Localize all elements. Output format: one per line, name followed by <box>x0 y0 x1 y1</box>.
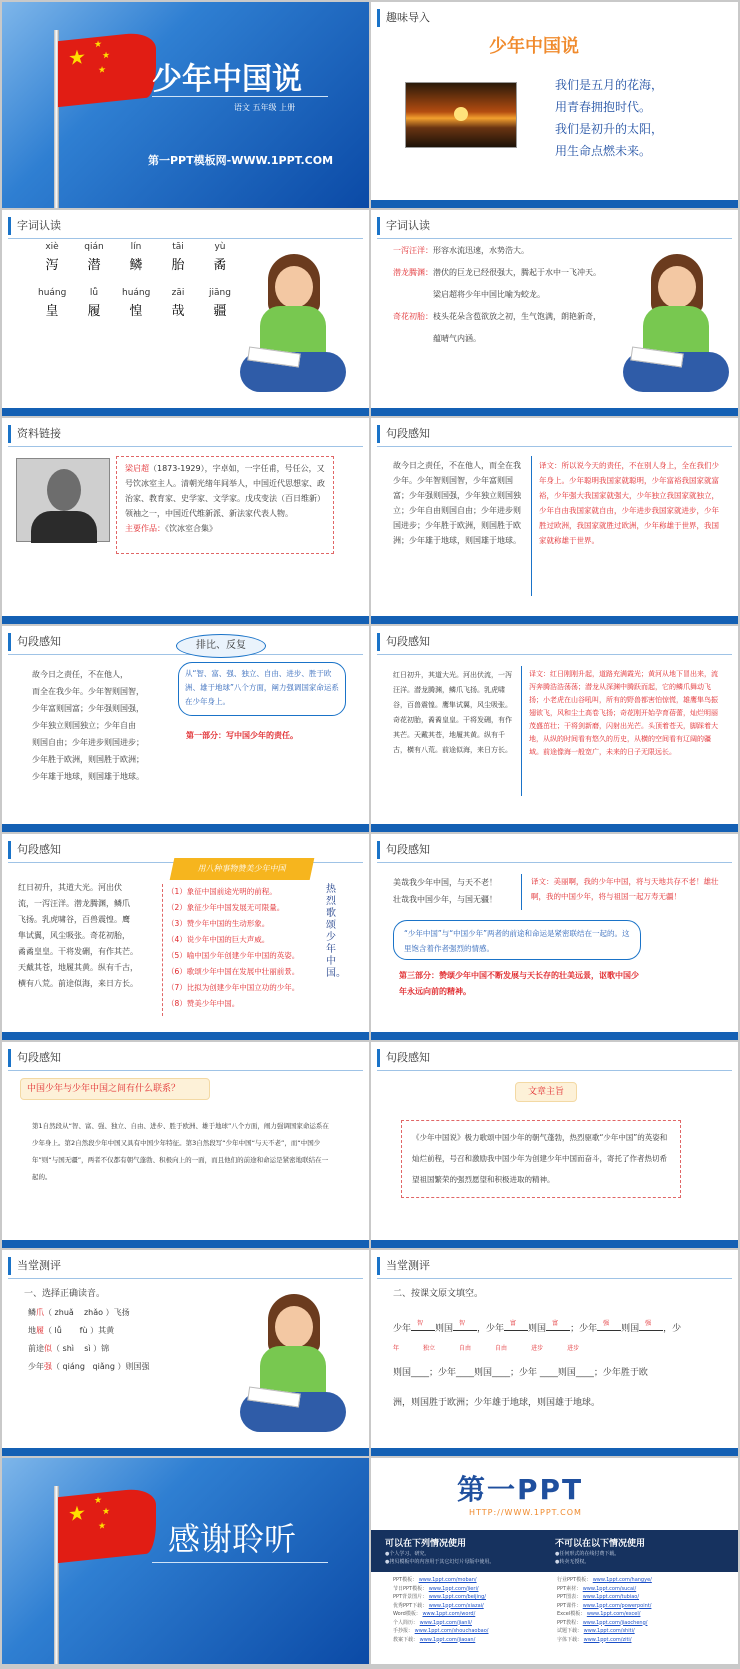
can-item: ●个人学习、研究。 <box>385 1551 430 1557</box>
thanks-text: 感谢聆听 <box>168 1520 297 1558</box>
term: 一泻汪洋： <box>393 246 433 255</box>
slide-passage-4[interactable] <box>2 834 369 1040</box>
passage-line: 少年胜于欧洲，则国胜于欧洲； <box>32 755 144 764</box>
slide-vocab-2[interactable] <box>371 210 738 416</box>
author-portrait <box>16 458 110 542</box>
analysis-note: “少年中国”与“中国少年”两者的前途和命运是紧密联结在一起的。这里饱含着作者强烈的情感。 <box>393 920 641 960</box>
slide-tag: 句段感知 <box>8 841 61 859</box>
banner-label: 用八种事物赞美少年中国 <box>170 858 315 880</box>
flag-image: ★ ★ ★ ★ <box>58 31 156 107</box>
link[interactable]: www.1ppt.com/jiaoan/ <box>419 1636 476 1643</box>
link[interactable]: www.1ppt.com/word/ <box>422 1611 476 1617</box>
part-summary: 第一部分：写中国少年的责任。 <box>186 731 298 740</box>
target-char: 似 <box>44 1344 52 1353</box>
passage-line: 飞扬。乳虎啸谷，百兽震惶。鹰 <box>18 915 130 924</box>
list-item: （6）歌颂少年中国在发展中壮丽前景。 <box>167 967 300 976</box>
answer: 进步 <box>567 1345 580 1352</box>
pinyin-option[interactable]: qiǎng <box>92 1362 115 1371</box>
link-label: 个人简历： <box>393 1619 419 1626</box>
works-value: 《饮冰室合集》 <box>165 524 217 533</box>
slide-intro[interactable] <box>371 2 738 208</box>
can-item: ●拷贝模板中的内容用于其它幻灯片母版中使用。 <box>385 1559 495 1565</box>
poem-title: 少年中国说 <box>489 36 579 57</box>
pinyin: qián <box>84 242 104 252</box>
slide-test-2[interactable] <box>371 1250 738 1456</box>
link[interactable]: www.1ppt.com/shouchaobao/ <box>414 1628 489 1634</box>
slide-tag: 句段感知 <box>377 425 430 443</box>
answer: 强 <box>645 1320 652 1327</box>
definition: 梁启超将少年中国比喻为蛟龙。 <box>433 290 545 299</box>
hanzi: 惶 <box>129 304 143 319</box>
translation-text: 译文：美丽啊，我的少年中国，将与天地共存不老！雄壮啊，我的中国少年，将与祖国一起万寿无疆！ <box>531 877 719 901</box>
fill-text: ；少年 <box>570 1324 598 1334</box>
pinyin: lǚ <box>89 288 99 298</box>
slide-theme[interactable] <box>371 1042 738 1248</box>
target-char: 履 <box>36 1326 44 1335</box>
link-label: 字体下载： <box>557 1636 583 1643</box>
passage-line: 横有八荒。前途似海，来日方长。 <box>18 979 138 988</box>
slide-tag: 句段感知 <box>377 633 430 651</box>
pinyin-option[interactable]: qiáng <box>62 1362 85 1371</box>
cannot-item: ●任何形式的在线付费下载。 <box>555 1551 620 1557</box>
slide-question[interactable] <box>2 1042 369 1248</box>
reading-girl-image <box>238 254 348 404</box>
link[interactable]: www.1ppt.com/jianli/ <box>419 1619 472 1626</box>
answer: 富 <box>510 1320 517 1327</box>
slide-passage-3[interactable] <box>371 626 738 832</box>
link-label: 行业PPT模板： <box>557 1577 592 1583</box>
word: 则国强 <box>125 1362 150 1371</box>
link-label: Excel模板： <box>557 1611 586 1617</box>
link[interactable]: www.1ppt.com/xiazai/ <box>428 1602 484 1609</box>
slide-vocab-1[interactable] <box>2 210 369 416</box>
answer: 自由 <box>459 1345 472 1352</box>
slide-tag: 句段感知 <box>8 1049 61 1067</box>
word: 前途 <box>28 1344 44 1353</box>
slide-tag: 字词认读 <box>8 217 61 235</box>
slide-title-text: 少年中国说 <box>152 62 302 97</box>
test-question: 二、按课文原文填空。 <box>393 1289 484 1299</box>
answer: 独立 <box>423 1345 436 1352</box>
slide-tag: 资料链接 <box>8 425 61 443</box>
grade-info: 语文 五年级 上册 <box>234 103 296 112</box>
hanzi: 矞 <box>213 258 227 273</box>
pinyin-option[interactable]: fù <box>79 1326 88 1335</box>
slide-tag: 句段感知 <box>8 633 61 651</box>
passage-line: 少年雄于地球，则国雄于地球。 <box>32 772 144 781</box>
passage-line: 壮哉我中国少年，与国无疆！ <box>393 895 497 904</box>
link-label: PPT素材： <box>557 1585 582 1592</box>
translation-text: 译文：所以说今天的责任，不在别人身上，全在我们少年身上。少年聪明我国家就聪明，少年富裕我国家就富裕，少年强大我国家就强大，少年独立我国家就独立，少年自由我国家就自由，少年进步我国家就进步，少年胜过欧洲，我国家就胜过欧洲，少年称雄于世界，我国家就称雄于世界。 <box>539 461 719 545</box>
answer-text: 第1自然段从“智、富、强、独立、自由、进步、胜于欧洲、雄于地球”八个方面，阐力强调国家命运系在少年身上。第2自然段少年中国又具有中国少年特征。第3自然段写“少年中国“与天不老”，而“中国少年”则“与国无疆”，两者不仅都有朝气蓬勃、积极向上的一面，而且他们的前途和命运是紧密地联结在一起的。 <box>32 1122 329 1181</box>
link-label: PPT背景图片： <box>393 1594 428 1600</box>
link[interactable]: www.1ppt.com/shiti/ <box>583 1628 635 1634</box>
link[interactable]: www.1ppt.com/moban/ <box>418 1577 477 1583</box>
answer: 进步 <box>531 1345 544 1352</box>
can-use-title: 可以在下列情况使用 <box>385 1539 467 1549</box>
slide-copyright[interactable] <box>371 1458 738 1664</box>
pinyin: xiè <box>45 242 59 252</box>
list-item: （7）比拟为创建少年中国立功的少年。 <box>167 983 300 992</box>
theme-label: 文章主旨 <box>515 1082 577 1102</box>
definition: 枝头花朵含苞欲放之初，生气饱满，朗艳新奇， <box>433 312 601 321</box>
pinyin: yù <box>214 242 226 252</box>
hanzi: 哉 <box>171 304 185 319</box>
answer: 富 <box>552 1320 559 1327</box>
link[interactable]: www.1ppt.com/hangye/ <box>592 1577 652 1583</box>
term: 潜龙腾渊： <box>393 268 433 277</box>
target-char: 强 <box>44 1362 52 1371</box>
author-bio: （1873-1929），字卓如，一字任甫，号任公，又号饮冰室主人。清朝光绪年间举人，中国近代思想家、政治家、教育家、史学家、文学家。戊戌变法（百日维新）领袖之一，中国近代维新派、新法家代表人物。 <box>125 464 325 518</box>
slide-tag: 句段感知 <box>377 841 430 859</box>
word: 鳞 <box>28 1308 36 1317</box>
hanzi: 潜 <box>87 258 101 273</box>
translation-text: 译文：红日刚刚升起，道路充满霞光；黄河从地下冒出来，流泻奔腾浩浩荡荡；潜龙从深渊中腾跃而起，它的鳞爪舞动飞扬；小老虎在山谷吼叫，所有的野兽都害怕惊慌，雄鹰隼鸟振翅欲飞，风和尘土高卷飞扬；奇花刚开始孕育蓓蕾，灿烂明丽茂盛茁壮；干将剑新磨，闪射出光芒。头顶着苍天，脚踩着大地，从纵的时间看有悠久的历史，从横的空间看有辽阔的疆域。前途像海一般宽广，未来的日子无限远长。 <box>529 670 718 756</box>
fill-text: 则国____；少年____则国____；少年 ____则国____；少年胜于欧 <box>393 1368 648 1378</box>
link-label: 节日PPT模板： <box>393 1585 428 1592</box>
passage-line: 少年独立则国独立；少年自由 <box>32 721 136 730</box>
link-label: PPT图表： <box>557 1594 582 1600</box>
cannot-use-title: 不可以在以下情况使用 <box>555 1539 646 1549</box>
word: 锦 <box>101 1344 110 1353</box>
link[interactable]: www.1ppt.com/sucai/ <box>582 1585 637 1592</box>
fill-text: 洲，则国胜于欧洲；少年雄于地球，则国雄于地球。 <box>393 1398 601 1408</box>
slide-tag: 趣味导入 <box>377 9 430 27</box>
list-item: （3）赞少年中国的生动形象。 <box>167 919 270 928</box>
slide-tag: 当堂测评 <box>8 1257 61 1275</box>
fill-text: 则国 <box>435 1324 454 1334</box>
slide-passage-2[interactable] <box>2 626 369 832</box>
brand-url[interactable]: HTTP://WWW.1PPT.COM <box>469 1508 582 1517</box>
hanzi: 履 <box>87 304 101 319</box>
slide-tag: 句段感知 <box>377 1049 430 1067</box>
link-label: 手抄报： <box>393 1628 414 1634</box>
pinyin: jiāng <box>209 288 231 298</box>
link-label: 试题下载： <box>557 1628 583 1634</box>
term: 奇花初胎： <box>393 312 433 321</box>
hanzi: 皇 <box>45 304 59 319</box>
vertical-summary: 热烈歌颂少年中国。 <box>326 884 346 979</box>
question-label: 中国少年与少年中国之间有什么联系？ <box>20 1078 210 1100</box>
passage-line: 而全在我少年。少年智则国智， <box>32 687 144 696</box>
fill-text: ，少 <box>663 1324 682 1334</box>
link[interactable]: www.1ppt.com/beijing/ <box>428 1594 486 1600</box>
link-label: PPT课件： <box>557 1602 582 1609</box>
fill-text: 则国 <box>528 1324 547 1334</box>
answer: 强 <box>603 1320 610 1327</box>
pinyin: huáng <box>122 288 151 298</box>
hanzi: 胎 <box>171 258 185 273</box>
answer: 智 <box>459 1320 466 1327</box>
poem-line: 我们是五月的花海， <box>555 78 664 92</box>
link[interactable]: www.1ppt.com/jiaocheng/ <box>582 1619 648 1626</box>
definition: 潜伏的巨龙已经很强大，腾起于水中一飞冲天。 <box>433 268 601 277</box>
poem-line: 用生命点燃未来。 <box>555 144 652 158</box>
passage-line: 少年富则国富；少年强则国强， <box>32 704 144 713</box>
pinyin-option[interactable]: lǚ <box>54 1326 62 1335</box>
slide-author[interactable] <box>2 418 369 624</box>
brand-logo: 第一PPT <box>457 1473 584 1506</box>
link[interactable]: www.1ppt.com/powerpoint/ <box>582 1602 652 1609</box>
works-label: 主要作品： <box>125 524 165 533</box>
link-label: PPT模板： <box>393 1577 418 1583</box>
passage-line: 隼试翼，风尘吸张。奇花初胎， <box>18 931 130 940</box>
list-item: （2）象征少年中国发展无可限量。 <box>167 903 285 912</box>
hanzi: 泻 <box>45 258 59 273</box>
answer: 自由 <box>495 1345 508 1352</box>
pinyin-option[interactable]: shì <box>62 1344 75 1353</box>
link-label: PPT教程： <box>557 1619 582 1626</box>
poem-line: 用青春拥抱时代。 <box>555 100 652 114</box>
pinyin-option[interactable]: sì <box>84 1344 91 1353</box>
target-char: 爪 <box>36 1308 44 1317</box>
answer: 年 <box>393 1345 400 1352</box>
slide-tag: 当堂测评 <box>377 1257 430 1275</box>
link[interactable]: www.1ppt.com/jieri/ <box>428 1585 479 1592</box>
list-item: （5）喻中国少年创建少年中国的英姿。 <box>167 951 300 960</box>
definition: 蕴晴气内涵。 <box>433 334 481 343</box>
list-item: （4）说少年中国的巨大声威。 <box>167 935 270 944</box>
hanzi: 鳞 <box>129 258 143 273</box>
passage-text: 故今日之责任，不在他人，而全在我少年。少年智则国智，少年富则国富；少年强则国强，少年独立则国独立；少年自由则国自由；少年进步则国进步；少年胜于欧洲，则国胜于欧洲；少年雄于地球，则国雄于地球。 <box>393 461 521 545</box>
word: 地 <box>28 1326 36 1335</box>
link[interactable]: www.1ppt.com/ziti/ <box>583 1636 632 1643</box>
link-label: 优秀PPT下载： <box>393 1602 428 1609</box>
fill-text: 则国 <box>621 1324 640 1334</box>
slide-passage-1[interactable] <box>371 418 738 624</box>
reading-girl-image <box>621 254 731 404</box>
link[interactable]: www.1ppt.com/excel/ <box>586 1611 641 1617</box>
fill-text: 少年 <box>393 1324 412 1334</box>
link-label: Word模板： <box>393 1611 421 1617</box>
part-summary: 第三部分：赞颂少年中国不断发展与天长存的壮美远景，讴歌中国少年永远向前的精神。 <box>399 971 639 996</box>
passage-line: 流，一泻汪洋。潜龙腾渊，鳞爪 <box>18 899 130 908</box>
list-item: （8）赞美少年中国。 <box>167 999 240 1008</box>
passage-line: 天戴其苍，地履其黄。纵有千古， <box>18 963 138 972</box>
pinyin-option[interactable]: zhuǎ <box>54 1308 74 1317</box>
slide-test-1[interactable]: 当堂测评 一、选择正确读音。 鳞爪（ zhuǎ zhǎo ）飞扬 地履（ lǚ fù ）其黄 前途似（ shì sì ）锦 少年强（ qiáng qiǎng ）则国强 <box>2 1250 369 1456</box>
pinyin: huáng <box>38 288 67 298</box>
passage-line: 则国自由；少年进步则国进步； <box>32 738 144 747</box>
definition: 形容水流迅速，水势浩大。 <box>433 246 529 255</box>
passage-text: 红日初升，其道大光。河出伏流，一泻汪洋。潜龙腾渊，鳞爪飞扬。乳虎啸谷，百兽震惶。鹰隼试翼，风尘吸张。奇花初胎，矞矞皇皇。干将发硎，有作其芒。天戴其苍，地履其黄。纵有千古，横有八荒。前途似海，来日方长。 <box>393 671 512 754</box>
hanzi: 疆 <box>213 304 227 319</box>
link-label: 教案下载： <box>393 1636 419 1643</box>
pinyin-option[interactable]: zhǎo <box>83 1308 104 1317</box>
fill-text: ，少年 <box>477 1324 505 1334</box>
passage-line: 红日初升，其道大光。河出伏 <box>18 883 122 892</box>
author-name: 梁启超 <box>125 464 149 473</box>
flag-image: ★ ★ ★ ★ <box>58 1487 156 1563</box>
slide-title[interactable] <box>2 2 369 208</box>
slide-tag: 字词认读 <box>377 217 430 235</box>
slide-passage-5[interactable] <box>371 834 738 1040</box>
passage-line: 矞矞皇皇。干将发硎，有作其芒。 <box>18 947 138 956</box>
reading-girl-image <box>238 1294 348 1444</box>
slide-thanks[interactable] <box>2 1458 369 1664</box>
word: 飞扬 <box>113 1308 130 1317</box>
cannot-item: ●转卖无授权。 <box>555 1559 590 1565</box>
test-question: 一、选择正确读音。 <box>24 1289 106 1299</box>
word: 少年 <box>28 1362 44 1371</box>
pinyin: zāi <box>171 288 185 298</box>
answer: 智 <box>417 1320 424 1327</box>
list-item: （1）象征中国前途光明的前程。 <box>167 887 277 896</box>
link[interactable]: www.1ppt.com/tubiao/ <box>582 1594 640 1600</box>
sunset-image <box>405 82 517 148</box>
word: 其黄 <box>98 1326 115 1335</box>
passage-line: 美哉我少年中国，与天不老！ <box>393 878 497 887</box>
pinyin: lín <box>130 242 142 252</box>
site-name: 第一PPT模板网-WWW.1PPT.COM <box>148 154 334 167</box>
rhetoric-bubble: 排比、反复 <box>176 634 266 658</box>
passage-line: 故今日之责任，不在他人， <box>32 670 128 679</box>
poem-line: 我们是初升的太阳， <box>555 122 664 136</box>
theme-text: 《少年中国说》极力歌颂中国少年的朝气蓬勃，热烈驱歌“少年中国”的英姿和灿烂前程，号召和激励我中国少年为创建少年中国而奋斗，寄托了作者热切希望祖国繁荣的强烈愿望和积极进取的精神。 <box>401 1120 681 1198</box>
pinyin: tāi <box>172 242 184 252</box>
analysis-note: 从“智、富、强、独立、自由、进步、胜于欧洲、雄于地球”八个方面，阐力强调国家命运系在少年身上。 <box>178 662 346 716</box>
